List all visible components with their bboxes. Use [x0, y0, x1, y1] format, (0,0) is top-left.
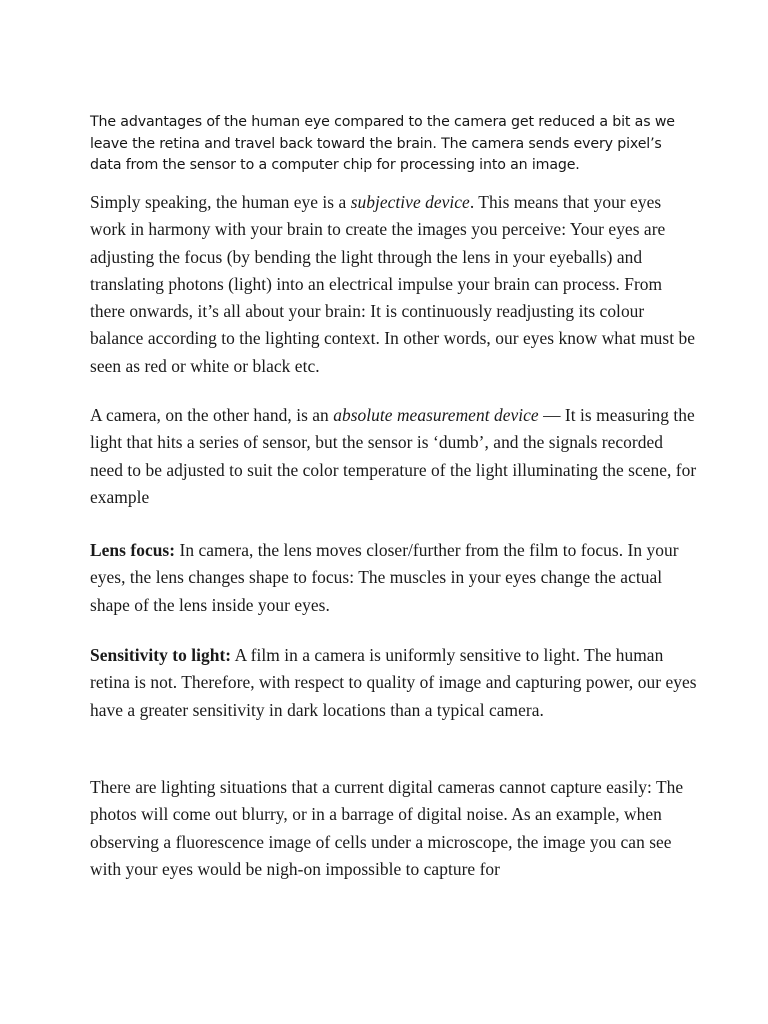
paragraph-text: A film in a camera is uniformly sensitive to light. The human retina is not. Therefore, with respect to quality of image and capturing power, our eyes have a greater sensitivity in dark locations than a typical camera.: [90, 645, 697, 720]
paragraph-text: — It is measuring the light that hits a series of sensor, but the sensor is ‘dumb’, and the signals recorded need to be adjusted to suit the color temperature of the light illuminating the scene, for example: [90, 405, 697, 507]
emphasis-text: absolute measurement device: [333, 405, 539, 425]
paragraph-sensitivity: [90, 642, 700, 724]
paragraph-lens-focus: [90, 537, 700, 619]
paragraph-text: . This means that your eyes work in harmony with your brain to create the images you perceive: Your eyes are adjusting the focus (by bending the light through the lens in your eyeballs) and translating photons (light) into an electrical impulse your brain can process. From there onwards, it’s all about your brain: It is continuously readjusting its colour balance according to the lighting context. In other words, our eyes know what must be seen as red or white or black etc.: [90, 192, 696, 376]
paragraph-text: In camera, the lens moves closer/further from the film to focus. In your eyes, the lens changes shape to focus: The muscles in your eyes change the actual shape of the lens inside your eyes.: [90, 540, 679, 615]
paragraph-lighting-situations: [90, 774, 700, 883]
paragraph-text: A camera, on the other hand, is an: [90, 405, 334, 425]
emphasis-text: subjective device: [350, 192, 470, 212]
paragraph-subjective-device: [90, 189, 700, 380]
paragraph-heading: Sensitivity to light:: [90, 645, 232, 665]
paragraph-text: Simply speaking, the human eye is a: [90, 192, 351, 212]
paragraph-text: There are lighting situations that a current digital cameras cannot capture easily: The photos will come out blurry, or in a barrage of digital noise. As an example, when observing a fluorescence image of cells under a microscope, the image you can see with your eyes would be nigh-on impossible to capture for: [90, 777, 684, 879]
paragraph-absolute-measurement: [90, 402, 700, 511]
paragraph-heading: Lens focus:: [90, 540, 176, 560]
intro-paragraph: The advantages of the human eye compared to the camera get reduced a bit as we leave the retina and travel back toward the brain. The camera sends every pixel’s data from the sensor to a computer chip for processing into an image.: [90, 114, 675, 173]
